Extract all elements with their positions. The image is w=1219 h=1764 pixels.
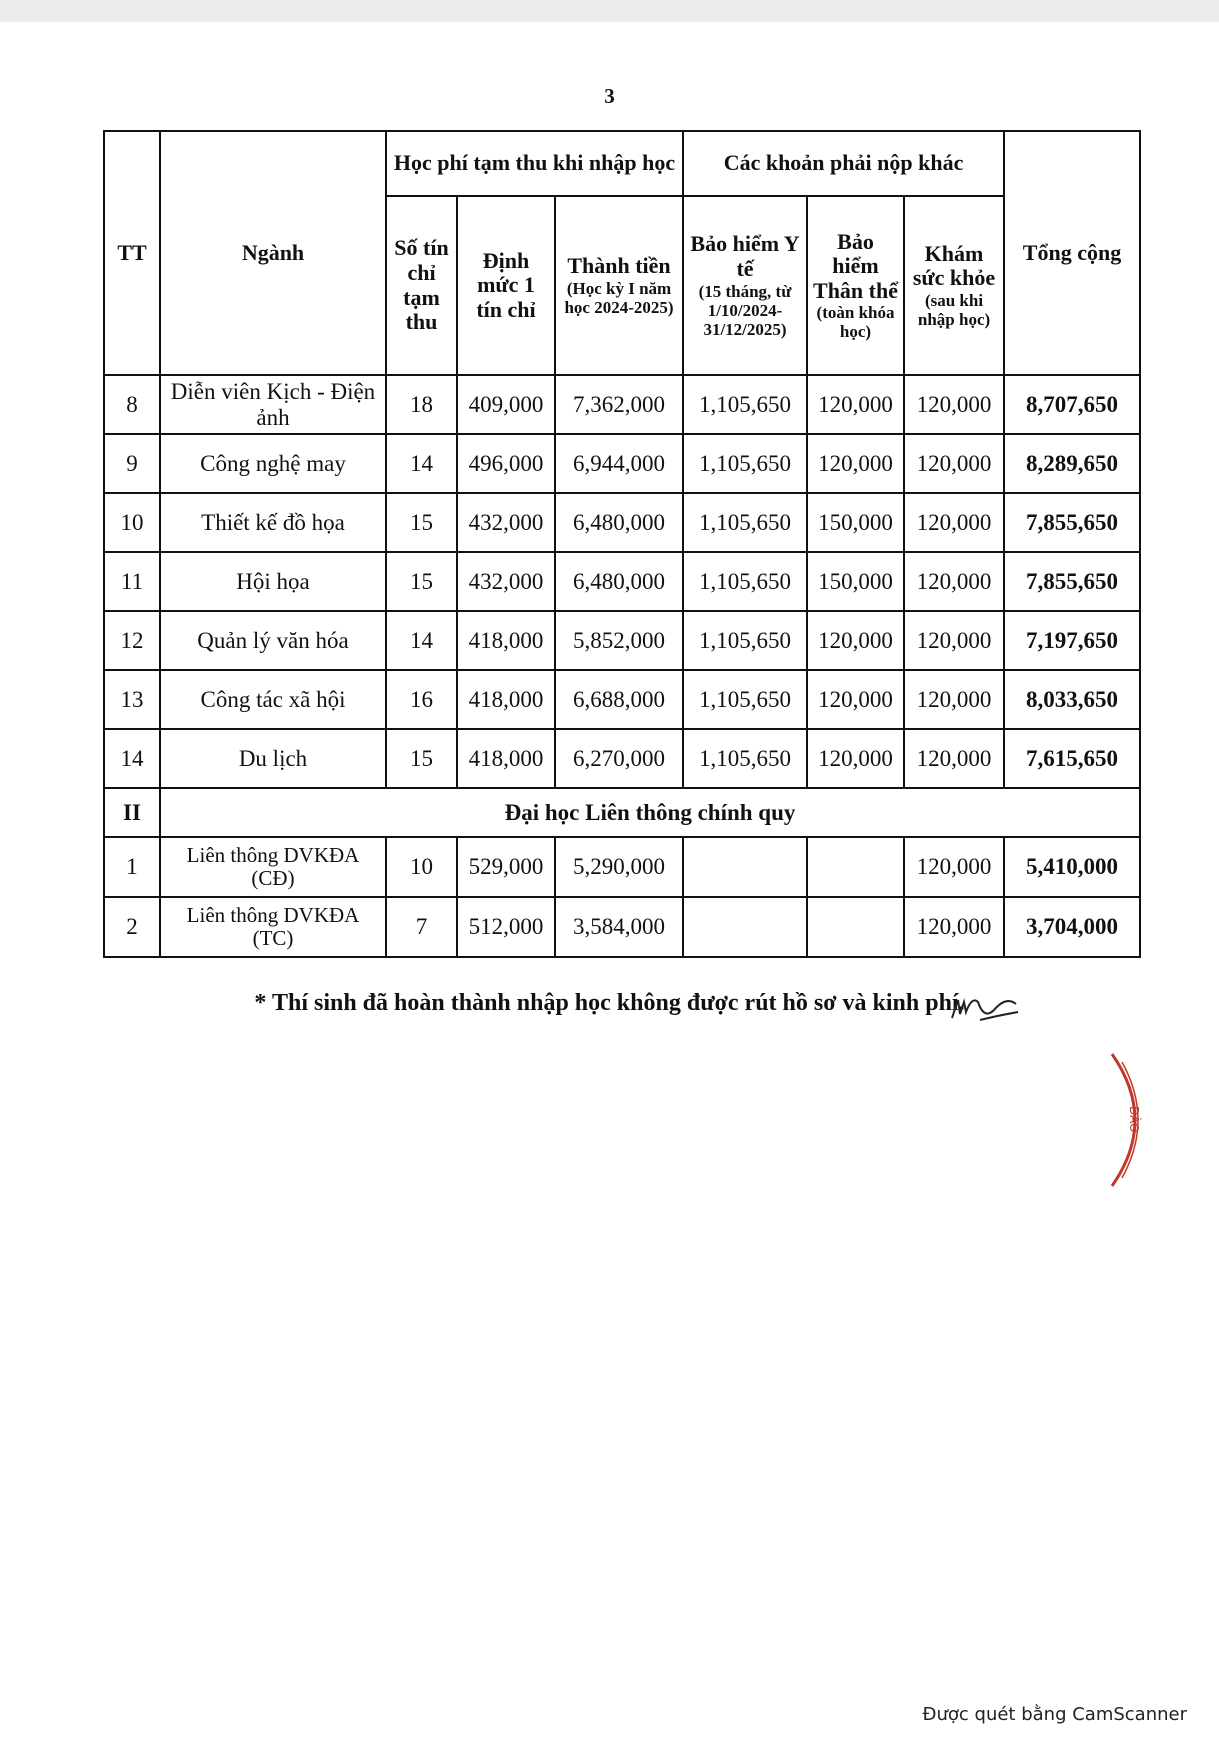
cell-tin-chi: 7 [386, 897, 457, 957]
cell-tin-chi: 15 [386, 552, 457, 611]
cell-bhtt: 120,000 [807, 611, 904, 670]
stamp-fragment [1108, 1050, 1158, 1190]
cell-tong: 5,410,000 [1004, 837, 1140, 897]
cell-tt: 13 [104, 670, 160, 729]
cell-bhyt: 1,105,650 [683, 552, 807, 611]
header-bhyt-sub: (15 tháng, từ 1/10/2024-31/12/2025) [698, 281, 792, 339]
header-bhtt-sub: (toàn khóa học) [816, 303, 895, 342]
cell-nganh: Du lịch [160, 729, 386, 788]
header-tong-cong: Tổng cộng [1004, 131, 1140, 375]
cell-nganh: Công tác xã hội [160, 670, 386, 729]
cell-dinh-muc: 418,000 [457, 611, 555, 670]
cell-ksk: 120,000 [904, 434, 1004, 493]
cell-bhtt: 150,000 [807, 552, 904, 611]
cell-ksk: 120,000 [904, 670, 1004, 729]
header-ksk [904, 196, 1004, 375]
cell-tt: 14 [104, 729, 160, 788]
cell-ksk: 120,000 [904, 897, 1004, 957]
cell-bhyt [683, 897, 807, 957]
stamp-text: ĐÀO [1127, 1106, 1141, 1133]
header-ksk-sub: (sau khi nhập học) [917, 291, 991, 330]
cell-nganh: Diễn viên Kịch - Điện ảnh [160, 375, 386, 434]
cell-bhyt [683, 837, 807, 897]
cell-nganh: Quản lý văn hóa [160, 611, 386, 670]
table-row [104, 611, 1140, 670]
cell-bhyt: 1,105,650 [683, 670, 807, 729]
cell-nganh: Hội họa [160, 552, 386, 611]
cell-ksk: 120,000 [904, 611, 1004, 670]
cell-tt: 9 [104, 434, 160, 493]
cell-bhtt: 120,000 [807, 434, 904, 493]
header-thanh-tien-main: Thành tiền [567, 253, 671, 279]
cell-thanh-tien: 5,852,000 [555, 611, 683, 670]
cell-tin-chi: 14 [386, 434, 457, 493]
cell-bhyt: 1,105,650 [683, 493, 807, 552]
cell-tt: 1 [104, 837, 160, 897]
cell-thanh-tien: 6,480,000 [555, 493, 683, 552]
header-thanh-tien-sub: (Học kỳ I năm học 2024-2025) [564, 278, 674, 317]
cell-ksk: 120,000 [904, 493, 1004, 552]
header-bhtt-main: Bảo hiểm Thân thể [813, 228, 898, 303]
cell-tong: 7,615,650 [1004, 729, 1140, 788]
header-hoc-phi-group: Học phí tạm thu khi nhập học [386, 131, 683, 196]
cell-dinh-muc: 432,000 [457, 493, 555, 552]
cell-thanh-tien: 7,362,000 [555, 375, 683, 434]
cell-dinh-muc: 529,000 [457, 837, 555, 897]
table-row [104, 375, 1140, 434]
camscanner-watermark: Được quét bằng CamScanner [922, 1704, 1187, 1725]
cell-dinh-muc: 418,000 [457, 670, 555, 729]
section-tt: II [104, 788, 160, 837]
cell-ksk: 120,000 [904, 552, 1004, 611]
table-row [104, 552, 1140, 611]
cell-tt: 11 [104, 552, 160, 611]
header-bhtt [807, 196, 904, 375]
cell-bhtt: 120,000 [807, 375, 904, 434]
cell-tong: 7,197,650 [1004, 611, 1140, 670]
cell-bhtt: 120,000 [807, 729, 904, 788]
header-bhyt-main: Bảo hiểm Y tế [690, 231, 800, 281]
cell-ksk: 120,000 [904, 375, 1004, 434]
cell-tin-chi: 15 [386, 493, 457, 552]
cell-thanh-tien: 6,944,000 [555, 434, 683, 493]
cell-tin-chi: 18 [386, 375, 457, 434]
cell-tong: 8,289,650 [1004, 434, 1140, 493]
cell-bhtt [807, 897, 904, 957]
cell-tin-chi: 15 [386, 729, 457, 788]
cell-bhtt: 150,000 [807, 493, 904, 552]
cell-thanh-tien: 3,584,000 [555, 897, 683, 957]
header-so-tin-chi: Số tín chỉ tạm thu [386, 196, 457, 375]
cell-tt: 10 [104, 493, 160, 552]
cell-tt: 8 [104, 375, 160, 434]
header-khoan-khac-group: Các khoản phải nộp khác [683, 131, 1004, 196]
cell-tin-chi: 10 [386, 837, 457, 897]
cell-bhyt: 1,105,650 [683, 611, 807, 670]
cell-thanh-tien: 5,290,000 [555, 837, 683, 897]
cell-thanh-tien: 6,270,000 [555, 729, 683, 788]
page-number: 3 [604, 84, 615, 108]
cell-tt: 12 [104, 611, 160, 670]
section-row [104, 788, 1140, 837]
tuition-fee-table [103, 130, 1141, 958]
header-tt: TT [104, 131, 160, 375]
cell-bhyt: 1,105,650 [683, 434, 807, 493]
cell-bhtt [807, 837, 904, 897]
table-row [104, 897, 1140, 957]
header-bhyt [683, 196, 807, 375]
cell-tong: 8,033,650 [1004, 670, 1140, 729]
footnote: * Thí sinh đã hoàn thành nhập học không được rút hồ sơ và kinh phí. [254, 990, 965, 1016]
cell-tt: 2 [104, 897, 160, 957]
header-nganh: Ngành [160, 131, 386, 375]
cell-dinh-muc: 496,000 [457, 434, 555, 493]
top-edge-bar [0, 0, 1219, 22]
cell-thanh-tien: 6,688,000 [555, 670, 683, 729]
signature-mark [950, 990, 1020, 1030]
header-ksk-main: Khám sức khỏe [912, 240, 996, 291]
cell-ksk: 120,000 [904, 729, 1004, 788]
table-row [104, 729, 1140, 788]
cell-dinh-muc: 432,000 [457, 552, 555, 611]
section-title: Đại học Liên thông chính quy [160, 788, 1140, 837]
cell-bhyt: 1,105,650 [683, 729, 807, 788]
cell-dinh-muc: 512,000 [457, 897, 555, 957]
cell-dinh-muc: 409,000 [457, 375, 555, 434]
cell-tin-chi: 16 [386, 670, 457, 729]
cell-ksk: 120,000 [904, 837, 1004, 897]
cell-tin-chi: 14 [386, 611, 457, 670]
cell-nganh: Thiết kế đồ họa [160, 493, 386, 552]
cell-tong: 8,707,650 [1004, 375, 1140, 434]
cell-tong: 7,855,650 [1004, 493, 1140, 552]
table-row [104, 670, 1140, 729]
cell-dinh-muc: 418,000 [457, 729, 555, 788]
header-thanh-tien [555, 196, 683, 375]
cell-bhyt: 1,105,650 [683, 375, 807, 434]
cell-nganh: Liên thông DVKĐA (TC) [160, 897, 386, 957]
header-row-group [104, 131, 1140, 196]
cell-nganh: Liên thông DVKĐA (CĐ) [160, 837, 386, 897]
cell-tong: 3,704,000 [1004, 897, 1140, 957]
header-dinh-muc: Định mức 1 tín chỉ [457, 196, 555, 375]
table-row [104, 837, 1140, 897]
cell-tong: 7,855,650 [1004, 552, 1140, 611]
cell-thanh-tien: 6,480,000 [555, 552, 683, 611]
cell-nganh: Công nghệ may [160, 434, 386, 493]
table-row [104, 493, 1140, 552]
cell-bhtt: 120,000 [807, 670, 904, 729]
table-row [104, 434, 1140, 493]
